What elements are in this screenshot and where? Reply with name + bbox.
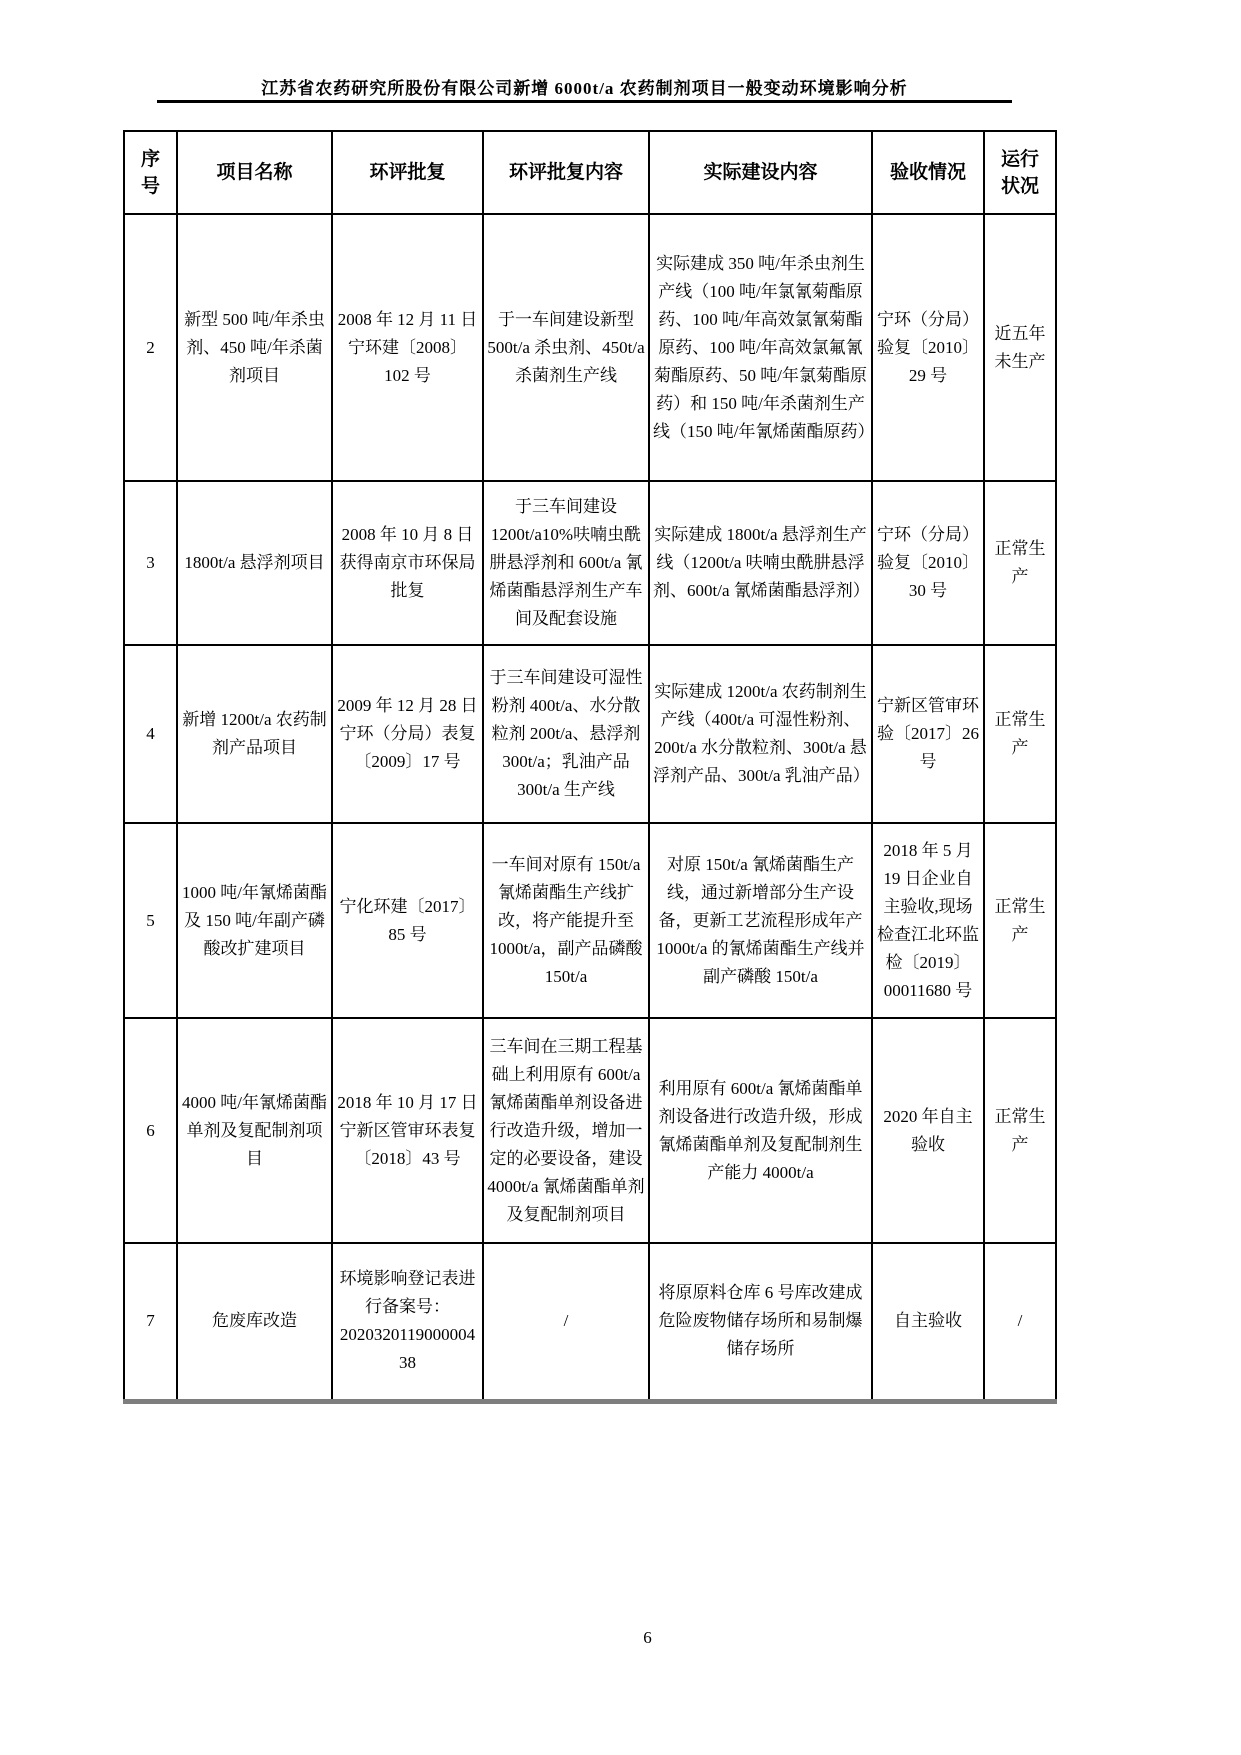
cell-eia-approval: 宁化环建〔2017〕85 号 — [332, 823, 483, 1018]
cell-acceptance: 宁环（分局）验复〔2010〕29 号 — [872, 214, 984, 481]
cell-actual-construction: 对原 150t/a 氰烯菌酯生产线，通过新增部分生产设备，更新工艺流程形成年产 1000t/a 的氰烯菌酯生产线并副产磷酸 150t/a — [649, 823, 872, 1018]
cell-eia-approval-content: / — [483, 1243, 649, 1401]
table-header-row — [124, 131, 1056, 214]
cell-actual-construction: 实际建成 1800t/a 悬浮剂生产线（1200t/a 呋喃虫酰肼悬浮剂、600t/a 氰烯菌酯悬浮剂） — [649, 481, 872, 645]
col-header-operation-status-label: 运行状况 — [1000, 148, 1039, 197]
cell-no: 3 — [124, 481, 177, 645]
col-header-no — [124, 131, 177, 214]
cell-no: 5 — [124, 823, 177, 1018]
cell-eia-approval-content: 一车间对原有 150t/a 氰烯菌酯生产线扩改，将产能提升至 1000t/a，副产品磷酸 150t/a — [483, 823, 649, 1018]
cell-operation-status: 正常生产 — [984, 645, 1056, 823]
cell-acceptance: 2018 年 5 月 19 日企业自主验收,现场检查江北环监检〔2019〕00011680 号 — [872, 823, 984, 1018]
page-number: 6 — [643, 1628, 652, 1647]
table-row — [124, 645, 1056, 823]
cell-no: 2 — [124, 214, 177, 481]
cell-no: 7 — [124, 1243, 177, 1401]
cell-eia-approval-content: 于三车间建设可湿性粉剂 400t/a、水分散粒剂 200t/a、悬浮剂 300t/a；乳油产品 300t/a 生产线 — [483, 645, 649, 823]
cell-actual-construction: 利用原有 600t/a 氰烯菌酯单剂设备进行改造升级，形成氰烯菌酯单剂及复配制剂生产能力 4000t/a — [649, 1018, 872, 1243]
cell-project-name: 危废库改造 — [177, 1243, 332, 1401]
cell-eia-approval-content: 于三车间建设 1200t/a10%呋喃虫酰肼悬浮剂和 600t/a 氰烯菌酯悬浮剂生产车间及配套设施 — [483, 481, 649, 645]
cell-eia-approval: 2008 年 12 月 11 日宁环建〔2008〕102 号 — [332, 214, 483, 481]
table-row — [124, 1018, 1056, 1243]
col-header-no-label: 序号 — [140, 148, 160, 197]
cell-project-name: 1800t/a 悬浮剂项目 — [177, 481, 332, 645]
cell-acceptance: 2020 年自主验收 — [872, 1018, 984, 1243]
cell-operation-status: 正常生产 — [984, 823, 1056, 1018]
cell-eia-approval: 2008 年 10 月 8 日获得南京市环保局批复 — [332, 481, 483, 645]
col-header-actual-construction: 实际建设内容 — [649, 131, 872, 214]
cell-operation-status: 近五年未生产 — [984, 214, 1056, 481]
cell-acceptance: 宁环（分局）验复〔2010〕30 号 — [872, 481, 984, 645]
cell-eia-approval: 2018 年 10 月 17 日宁新区管审环表复〔2018〕43 号 — [332, 1018, 483, 1243]
table-row — [124, 1243, 1056, 1401]
projects-table — [123, 130, 1057, 1404]
cell-project-name: 4000 吨/年氰烯菌酯单剂及复配制剂项目 — [177, 1018, 332, 1243]
cell-operation-status: / — [984, 1243, 1056, 1401]
col-header-eia-approval-content: 环评批复内容 — [483, 131, 649, 214]
cell-project-name: 新增 1200t/a 农药制剂产品项目 — [177, 645, 332, 823]
cell-acceptance: 宁新区管审环验〔2017〕26 号 — [872, 645, 984, 823]
cell-project-name: 新型 500 吨/年杀虫剂、450 吨/年杀菌剂项目 — [177, 214, 332, 481]
cell-operation-status: 正常生产 — [984, 481, 1056, 645]
table-row — [124, 481, 1056, 645]
page-title: 江苏省农药研究所股份有限公司新增 6000t/a 农药制剂项目一般变动环境影响分析 — [261, 79, 908, 98]
table-row — [124, 823, 1056, 1018]
cell-operation-status: 正常生产 — [984, 1018, 1056, 1243]
cell-project-name: 1000 吨/年氰烯菌酯及 150 吨/年副产磷酸改扩建项目 — [177, 823, 332, 1018]
cell-actual-construction: 实际建成 1200t/a 农药制剂生产线（400t/a 可湿性粉剂、200t/a 水分散粒剂、300t/a 悬浮剂产品、300t/a 乳油产品） — [649, 645, 872, 823]
cell-no: 6 — [124, 1018, 177, 1243]
col-header-acceptance: 验收情况 — [872, 131, 984, 214]
cell-no: 4 — [124, 645, 177, 823]
table-row — [124, 214, 1056, 481]
cell-actual-construction: 实际建成 350 吨/年杀虫剂生产线（100 吨/年氯氰菊酯原药、100 吨/年高效氯氰菊酯原药、100 吨/年高效氯氟氰菊酯原药、50 吨/年氯菊酯原药）和 150 吨/年杀菌剂生产线（150 吨/年氰烯菌酯原药） — [649, 214, 872, 481]
col-header-project-name: 项目名称 — [177, 131, 332, 214]
col-header-eia-approval: 环评批复 — [332, 131, 483, 214]
cell-eia-approval-content: 于一车间建设新型 500t/a 杀虫剂、450t/a 杀菌剂生产线 — [483, 214, 649, 481]
cell-eia-approval: 2009 年 12 月 28 日宁环（分局）表复〔2009〕17 号 — [332, 645, 483, 823]
header-rule — [157, 100, 1012, 103]
cell-eia-approval: 环境影响登记表进行备案号：202032011900000438 — [332, 1243, 483, 1401]
cell-acceptance: 自主验收 — [872, 1243, 984, 1401]
col-header-operation-status — [984, 131, 1056, 214]
cell-actual-construction: 将原原料仓库 6 号库改建成危险废物储存场所和易制爆储存场所 — [649, 1243, 872, 1401]
cell-eia-approval-content: 三车间在三期工程基础上利用原有 600t/a 氰烯菌酯单剂设备进行改造升级，增加一定的必要设备，建设 4000t/a 氰烯菌酯单剂及复配制剂项目 — [483, 1018, 649, 1243]
